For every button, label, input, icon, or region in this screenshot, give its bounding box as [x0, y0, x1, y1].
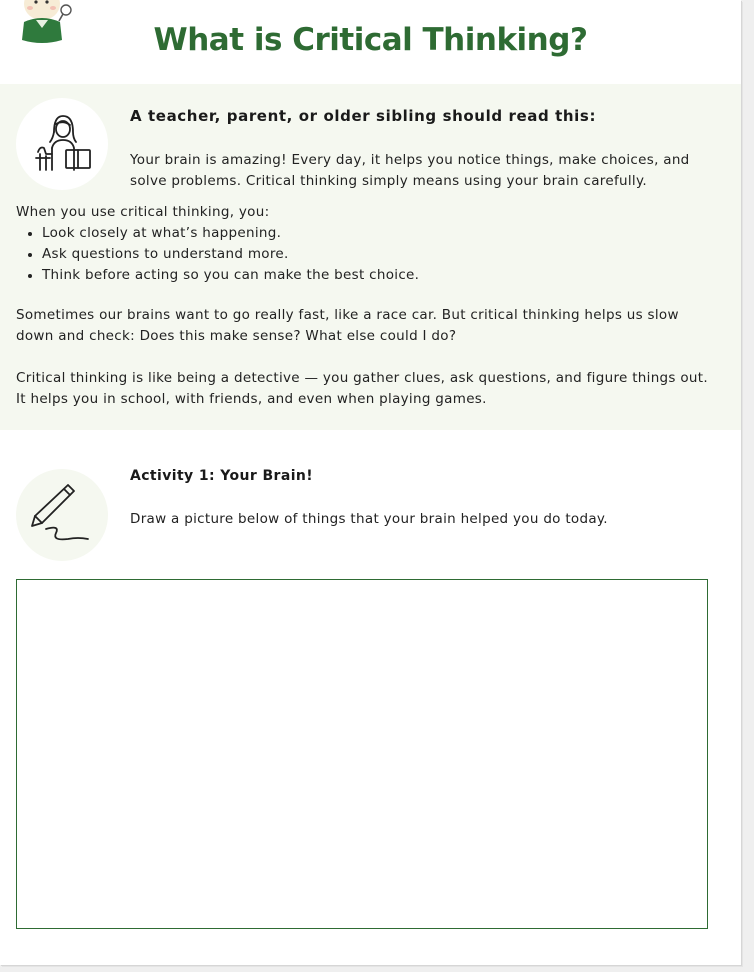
drawing-area[interactable] — [16, 579, 708, 929]
detective-paragraph: Critical thinking is like being a detective — you gather clues, ask questions, and figure things out. It helps you in school, with friends, and even when playing games. — [16, 370, 708, 407]
activity-icon-circle — [16, 469, 108, 561]
teacher-reading-icon — [16, 98, 108, 190]
activity-title: Activity 1: Your Brain! — [130, 468, 314, 484]
list-item: Look closely at what’s happening. — [16, 223, 419, 244]
list-item: Ask questions to understand more. — [16, 244, 419, 265]
activity-description: Draw a picture below of things that your brain helped you do today. — [130, 511, 608, 527]
critical-thinking-list — [16, 223, 419, 286]
race-car-paragraph: Sometimes our brains want to go really fast, like a race car. But critical thinking helps us slow down and check: Does this make sense? What else could I do? — [16, 307, 679, 344]
intro-paragraph: Your brain is amazing! Every day, it helps you notice things, make choices, and solve problems. Critical thinking simply means using your brain carefully. — [130, 152, 690, 189]
bullet-lead: When you use critical thinking, you: — [16, 204, 270, 220]
reader-avatar — [16, 98, 108, 190]
reader-info-panel — [0, 84, 741, 430]
page-title: What is Critical Thinking? — [153, 22, 588, 58]
list-item: Think before acting so you can make the best choice. — [16, 265, 419, 286]
pencil-drawing-icon — [16, 469, 108, 561]
info-heading: A teacher, parent, or older sibling should read this: — [130, 107, 597, 125]
